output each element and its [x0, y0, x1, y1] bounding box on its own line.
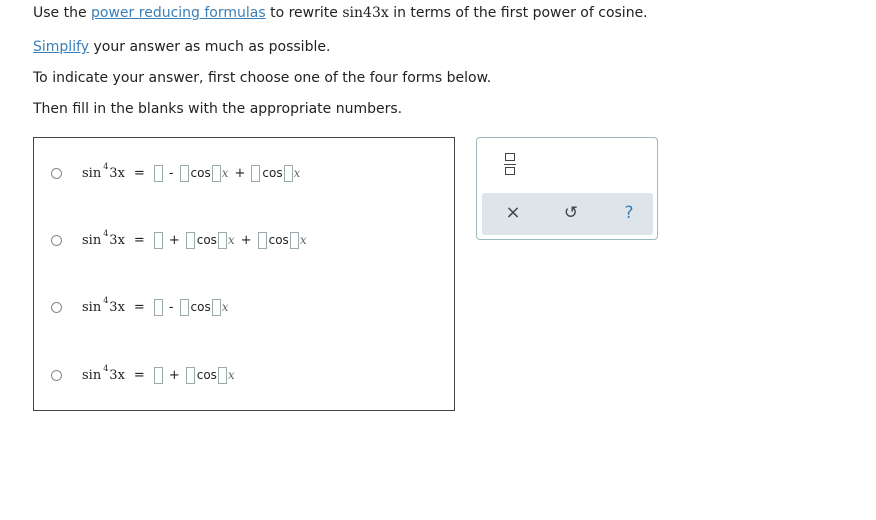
argument-blank[interactable] [290, 232, 299, 249]
prompt-expression: sin43x [342, 5, 389, 21]
form-3-radio[interactable] [51, 302, 62, 313]
clear-icon[interactable]: × [505, 202, 521, 223]
form-lhs: sin 4 3x [82, 295, 125, 315]
answer-form-2[interactable]: sin 4 3x = + cos x + cos x [34, 229, 307, 251]
constant-blank[interactable] [154, 165, 163, 182]
coefficient-blank[interactable] [251, 165, 260, 182]
coefficient-blank[interactable] [186, 232, 195, 249]
constant-blank[interactable] [154, 367, 163, 384]
simplify-line: Simplify your answer as much as possible. [33, 39, 331, 55]
constant-blank[interactable] [154, 299, 163, 316]
answer-form-4[interactable]: sin 4 3x = + cos x [34, 364, 235, 386]
argument-blank[interactable] [212, 299, 221, 316]
form-lhs: sin 4 3x [82, 363, 125, 383]
prompt-text: to rewrite [265, 5, 343, 21]
argument-blank[interactable] [212, 165, 221, 182]
form-lhs: sin 4 3x [82, 161, 125, 181]
math-toolbox [476, 137, 658, 240]
coefficient-blank[interactable] [180, 165, 189, 182]
fraction-icon[interactable] [504, 152, 516, 177]
help-icon[interactable]: ? [624, 203, 634, 223]
form-4-radio[interactable] [51, 370, 62, 381]
form-1-radio[interactable] [51, 168, 62, 179]
prompt-text: in terms of the first power of cosine. [388, 5, 648, 21]
coefficient-blank[interactable] [180, 299, 189, 316]
instruction-line-2: Then fill in the blanks with the appropriate numbers. [33, 101, 403, 117]
answer-form-1[interactable]: sin 4 3x = - cos x + cos x [34, 162, 300, 184]
power-reducing-formulas-link[interactable]: power reducing formulas [91, 5, 266, 21]
prompt-text: Use the [33, 5, 92, 21]
answer-forms-panel [33, 137, 455, 411]
simplify-link[interactable]: Simplify [33, 39, 90, 55]
argument-blank[interactable] [218, 367, 227, 384]
form-2-radio[interactable] [51, 235, 62, 246]
instruction-line-1: To indicate your answer, first choose one of the four forms below. [33, 70, 492, 86]
coefficient-blank[interactable] [186, 367, 195, 384]
argument-blank[interactable] [284, 165, 293, 182]
undo-icon[interactable]: ↺ [563, 203, 579, 223]
form-lhs: sin 4 3x [82, 228, 125, 248]
argument-blank[interactable] [218, 232, 227, 249]
prompt-line [33, 5, 648, 21]
constant-blank[interactable] [154, 232, 163, 249]
coefficient-blank[interactable] [258, 232, 267, 249]
toolbox-action-bar [482, 193, 653, 235]
answer-form-3[interactable]: sin 4 3x = - cos x [34, 296, 229, 318]
